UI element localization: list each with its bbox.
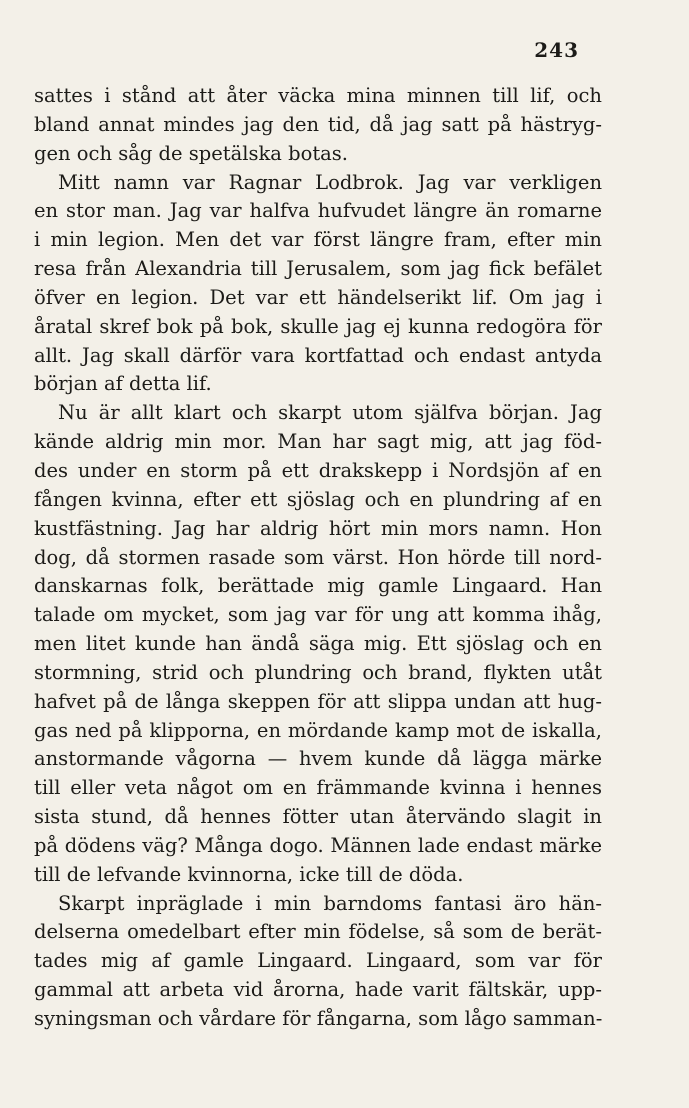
- body-text: [34, 82, 602, 1034]
- text-line: des under en storm på ett drakskepp i Nordsjön af en: [34, 458, 602, 482]
- text-line: kustfästning. Jag har aldrig hört min mors namn. Hon: [34, 516, 602, 540]
- text-line: delserna omedelbart efter min födelse, så som de berät-: [34, 920, 602, 944]
- text-line: allt. Jag skall därför vara kortfattad och endast antyda: [34, 343, 602, 367]
- text-line: i min legion. Men det var först längre fram, efter min: [34, 228, 602, 252]
- text-line: gen och såg de spetälska botas.: [34, 141, 348, 165]
- text-line: dog, då stormen rasade som värst. Hon hörde till nord-: [34, 545, 602, 569]
- text-line: danskarnas folk, berättade mig gamle Lingaard. Han: [34, 574, 602, 598]
- text-line: resa från Alexandria till Jerusalem, som jag fick befälet: [34, 257, 602, 281]
- text-line: en stor man. Jag var halfva hufvudet längre än romarne: [34, 199, 602, 223]
- text-line: början af detta lif.: [34, 372, 212, 396]
- text-line: stormning, strid och plundring och brand, flykten utåt: [34, 660, 602, 684]
- text-line: tades mig af gamle Lingaard. Lingaard, som var för: [34, 949, 602, 973]
- text-line: Skarpt inpräglade i min barndoms fantasi äro hän-: [58, 891, 602, 915]
- text-line: kände aldrig min mor. Man har sagt mig, att jag föd-: [34, 430, 602, 454]
- text-line: Nu är allt klart och skarpt utom själfva början. Jag: [58, 401, 602, 425]
- page-number: 243: [534, 38, 579, 62]
- text-line: gammal att arbeta vid årorna, hade varit fältskär, upp-: [34, 978, 602, 1002]
- text-line: anstormande vågorna — hvem kunde då lägga märke: [34, 747, 602, 771]
- text-line: fången kvinna, efter ett sjöslag och en plundring af en: [34, 487, 602, 511]
- text-line: på dödens väg? Många dogo. Männen lade endast märke: [34, 833, 602, 857]
- text-line: sista stund, då hennes fötter utan återvändo slagit in: [34, 805, 602, 829]
- text-line: Mitt namn var Ragnar Lodbrok. Jag var verkligen: [58, 170, 602, 194]
- text-line: talade om mycket, som jag var för ung att komma ihåg,: [34, 603, 602, 627]
- text-line: sattes i stånd att åter väcka mina minnen till lif, och: [34, 84, 602, 107]
- text-line: bland annat mindes jag den tid, då jag satt på hästryg-: [34, 112, 602, 136]
- text-line: men litet kunde han ändå säga mig. Ett sjöslag och en: [34, 632, 602, 656]
- text-line: till eller veta något om en främmande kvinna i hennes: [34, 776, 602, 800]
- text-line: hafvet på de långa skeppen för att slippa undan att hug-: [34, 689, 602, 713]
- text-line: till de lefvande kvinnorna, icke till de döda.: [34, 862, 464, 886]
- text-line: syningsman och vårdare för fångarna, som lågo samman-: [34, 1007, 603, 1030]
- text-line: öfver en legion. Det var ett händelserikt lif. Om jag i: [34, 285, 602, 309]
- text-line: gas ned på klipporna, en mördande kamp mot de iskalla,: [34, 718, 602, 742]
- text-line: åratal skref bok på bok, skulle jag ej kunna redogöra för: [34, 314, 602, 338]
